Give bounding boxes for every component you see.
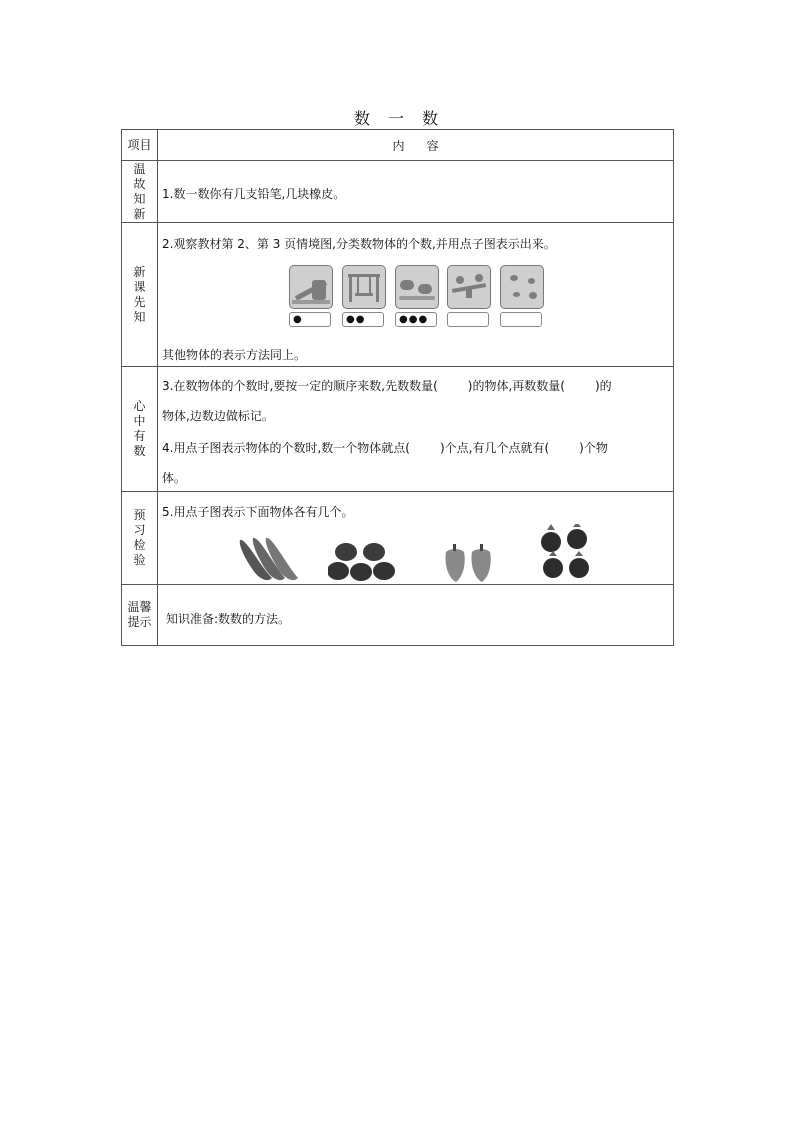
picture-strip <box>289 265 549 329</box>
slide-icon <box>289 265 333 309</box>
dot-answer-box[interactable]: ●● <box>342 312 384 327</box>
picture-card <box>500 265 544 327</box>
header-content: 内 容 <box>158 130 674 161</box>
swings-icon <box>342 265 386 309</box>
radishes-icon <box>537 524 597 584</box>
tip-text: 知识准备:数数的方法。 <box>166 612 291 626</box>
header-label: 项目 <box>122 130 158 161</box>
row-check <box>122 492 674 585</box>
picture-card <box>342 265 386 327</box>
row-label: 新课先知 <box>133 264 146 324</box>
dot-answer-box[interactable]: ● <box>289 312 331 327</box>
row-label: 温馨提示 <box>127 600 152 629</box>
worksheet-table <box>121 129 674 646</box>
picture-card <box>395 265 439 327</box>
dot-answer-box[interactable] <box>500 312 542 327</box>
row-preview <box>122 223 674 367</box>
question-4-line-1: 4.用点子图表示物体的个数时,数一个物体就点( )个点,有几个点就有( )个物 <box>162 441 608 455</box>
dot-answer-box[interactable] <box>447 312 489 327</box>
header-row <box>122 130 674 161</box>
tomatoes-icon <box>328 540 398 584</box>
dot-answer-box[interactable]: ●●● <box>395 312 437 327</box>
row-label: 预习检验 <box>133 508 146 567</box>
seesaw-icon <box>447 265 491 309</box>
picture-card <box>289 265 333 327</box>
row-tips <box>122 585 674 646</box>
row-review <box>122 161 674 223</box>
page-title: 数 一 数 <box>353 109 441 128</box>
question-3-line-1: 3.在数物体的个数时,要按一定的顺序来数,先数数量( )的物体,再数数量( )的 <box>162 379 612 393</box>
question-1: 1.数一数你有几支铅笔,几块橡皮。 <box>162 187 346 201</box>
question-3-line-2: 物体,边数边做标记。 <box>162 409 274 423</box>
picture-card <box>447 265 491 327</box>
row-label: 心中有数 <box>133 399 146 458</box>
question-4-line-2: 体。 <box>162 471 187 485</box>
peppers-icon <box>440 544 496 584</box>
butterflies-icon <box>500 265 544 309</box>
question-5: 5.用点子图表示下面物体各有几个。 <box>162 505 354 519</box>
rocking-horses-icon <box>395 265 439 309</box>
beans-icon <box>236 536 300 582</box>
note-other-objects: 其他物体的表示方法同上。 <box>162 348 307 362</box>
row-key-points <box>122 367 674 492</box>
question-2: 2.观察教材第 2、第 3 页情境图,分类数物体的个数,并用点子图表示出来。 <box>162 237 556 251</box>
row-label: 温故知新 <box>133 161 146 221</box>
